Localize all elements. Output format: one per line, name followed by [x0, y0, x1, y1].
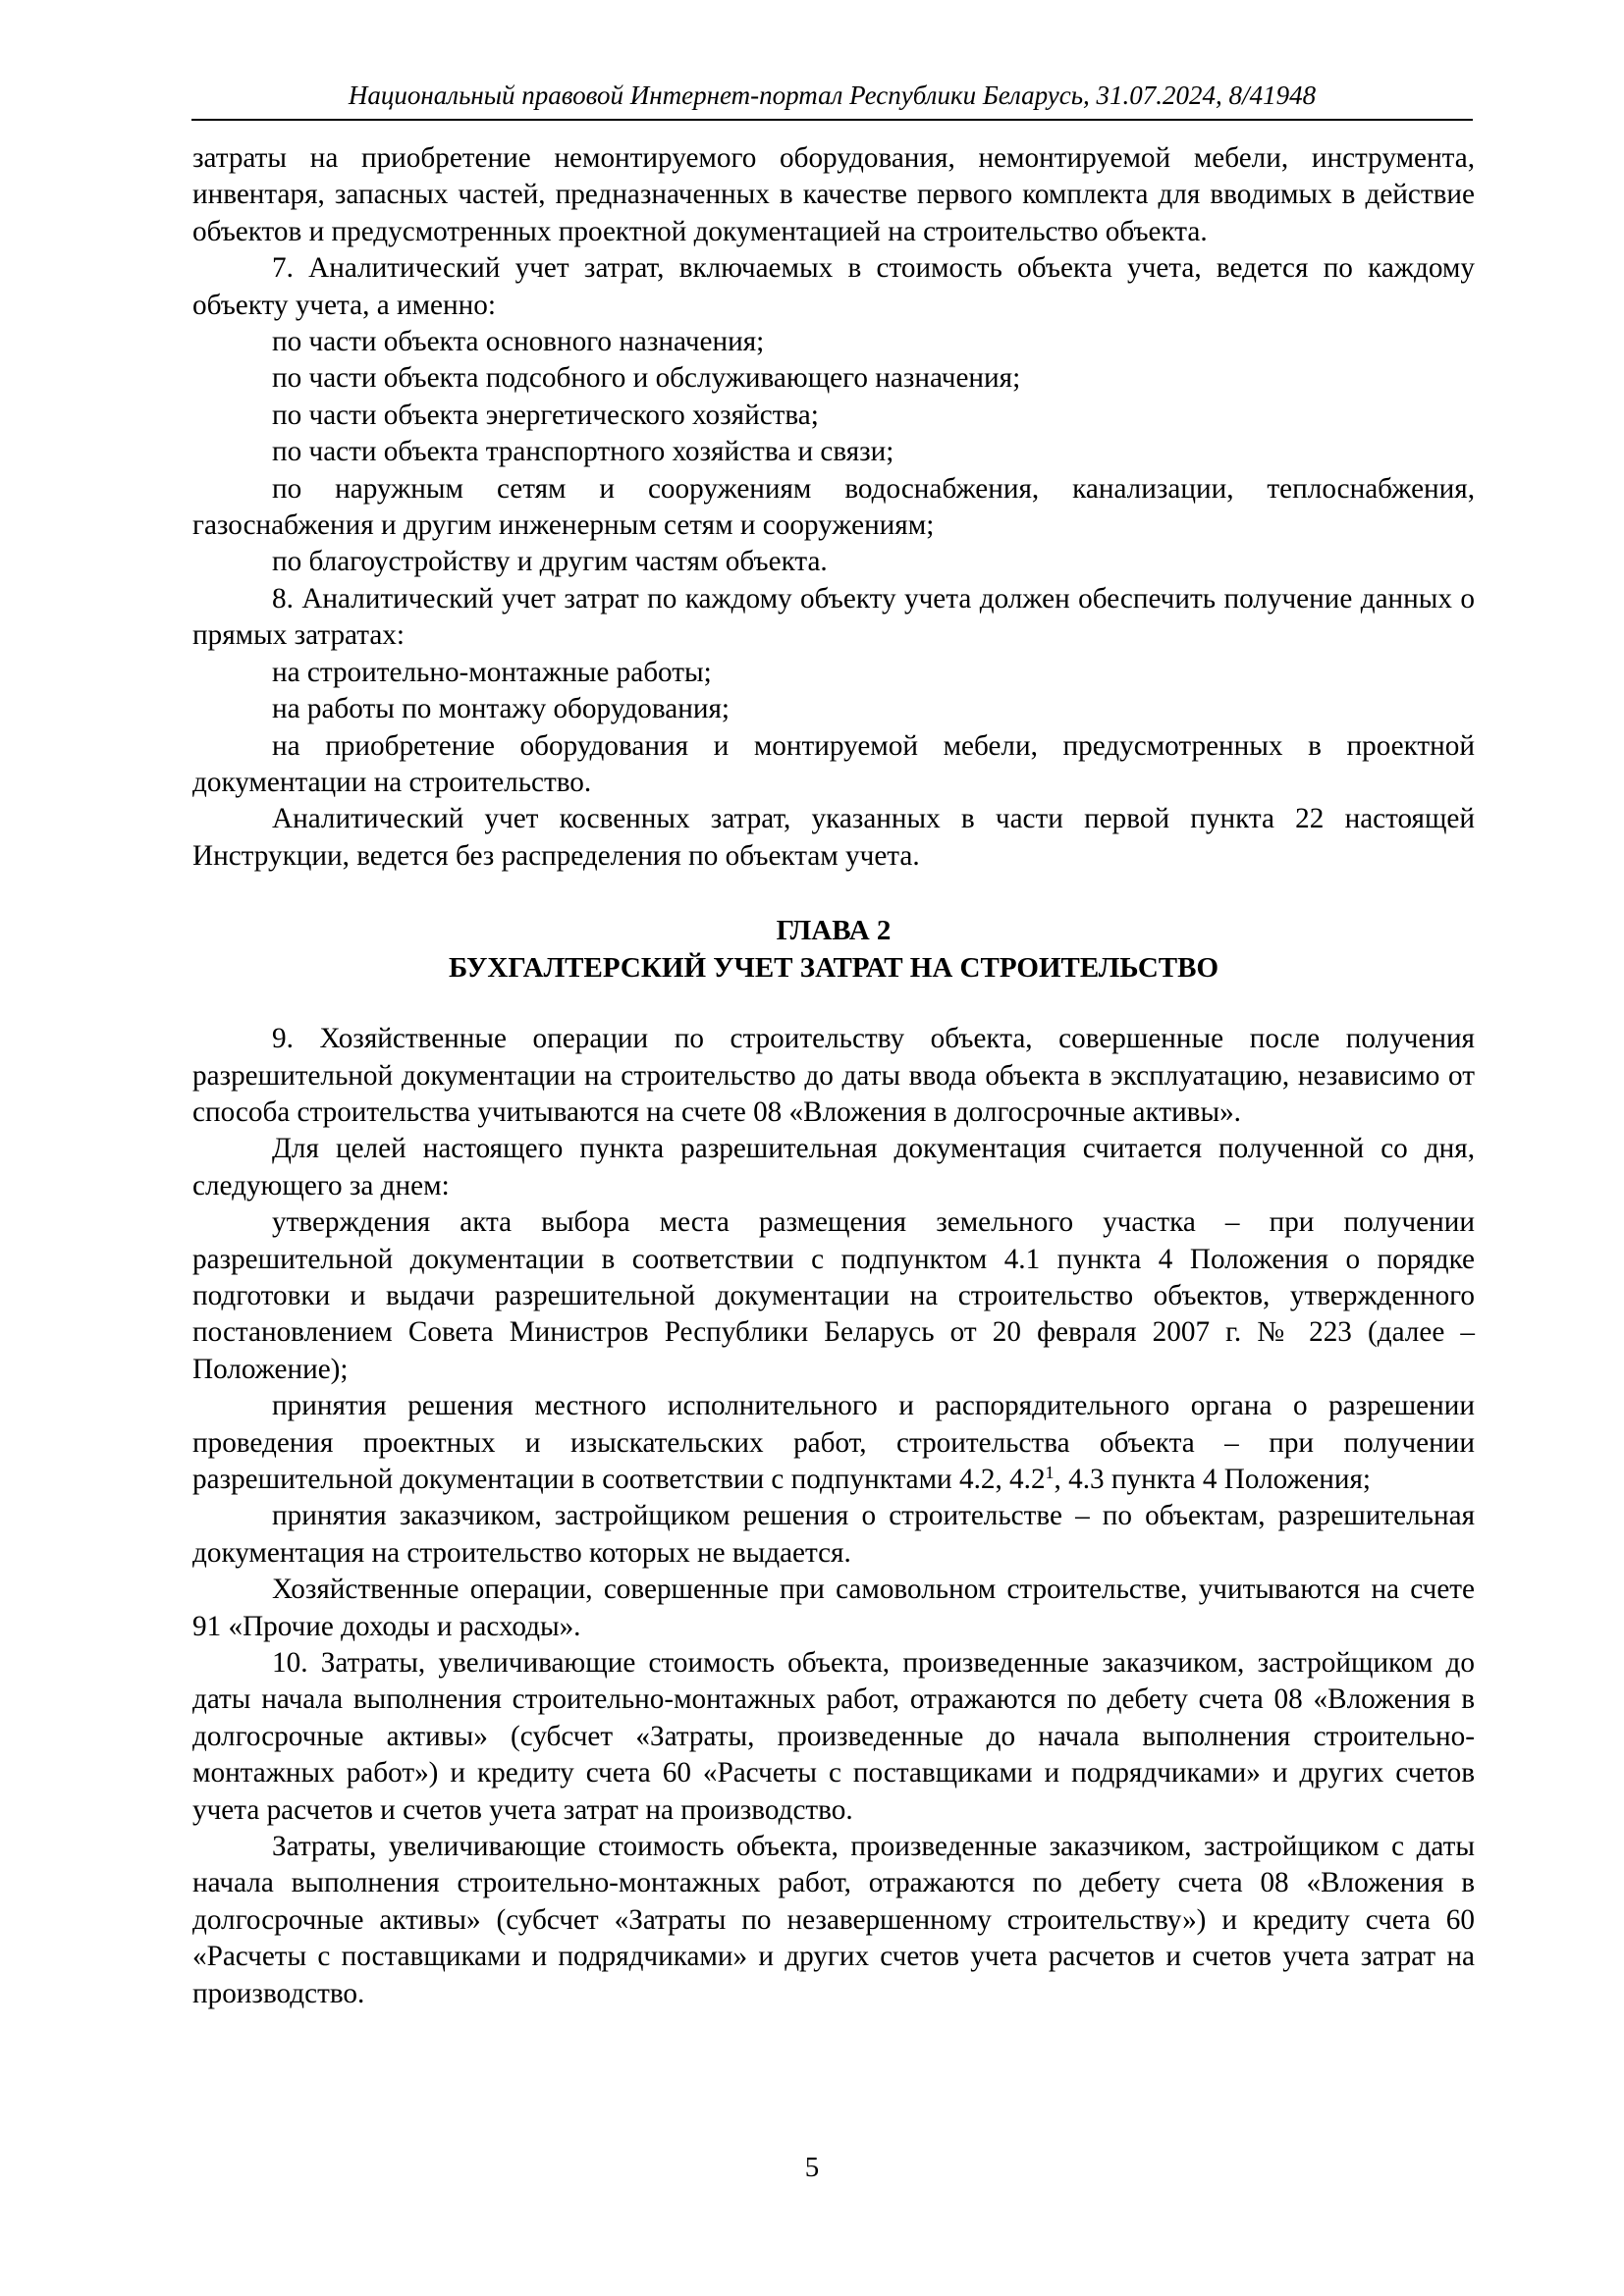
list-item: на строительно-монтажные работы;: [272, 656, 712, 688]
chapter-title: БУХГАЛТЕРСКИЙ УЧЕТ ЗАТРАТ НА СТРОИТЕЛЬСТВО: [448, 952, 1219, 985]
paragraph: утверждения акта выбора места размещения земельного участка – при получении разрешительной документации в соответствии с подпунктом 4.1 пункта 4 Положения о порядке подготовки и выдачи разрешительной документации на строительство объектов, утвержденного постановлением Совета Министров Республики Беларусь от 20 февраля 2007 г. № 223 (далее – Положение);: [192, 1206, 1475, 1385]
list-item: по части объекта энергетического хозяйства;: [272, 399, 819, 431]
list-item: по части объекта подсобного и обслуживающего назначения;: [272, 362, 1021, 395]
list-item: на работы по монтажу оборудования;: [272, 693, 731, 725]
chapter-heading: [192, 912, 1475, 987]
paragraph-text: , 4.3 пункта 4 Положения;: [1054, 1464, 1372, 1495]
list-item: по части объекта основного назначения;: [272, 326, 765, 358]
paragraph: Хозяйственные операции, совершенные при самовольном строительстве, учитываются на счете 91 «Прочие доходы и расходы».: [192, 1574, 1475, 1642]
chapter-number: ГЛАВА 2: [776, 915, 892, 947]
superscript: 1: [1045, 1463, 1055, 1482]
document-body: [192, 140, 1475, 2012]
paragraph: Затраты, увеличивающие стоимость объекта, произведенные заказчиком, застройщиком с даты начала выполнения строительно-монтажных работ, отражаются по дебету счета 08 «Вложения в долгосрочные активы» (субсчет «Затраты по незавершенному строительству») и кредиту счета 60 «Расчеты с поставщиками и подрядчиками» и других счетов учета расчетов и счетов учета затрат на производство.: [192, 1831, 1475, 2009]
paragraph: 9. Хозяйственные операции по строительству объекта, совершенные после получения разрешительной документации на строительство до даты ввода объекта в эксплуатацию, независимо от способа строительства учитываются на счете 08 «Вложения в долгосрочные активы».: [192, 1023, 1475, 1128]
page-header: Национальный правовой Интернет-портал Республики Беларусь, 31.07.2024, 8/41948: [191, 80, 1473, 121]
paragraph: Аналитический учет косвенных затрат, указанных в части первой пункта 22 настоящей Инструкции, ведется без распределения по объектам учета.: [192, 803, 1475, 872]
paragraph: Для целей настоящего пункта разрешительная документация считается полученной со дня, следующего за днем:: [192, 1133, 1475, 1201]
paragraph: принятия заказчиком, застройщиком решения о строительстве – по объектам, разрешительная документация на строительство которых не выдается.: [192, 1500, 1475, 1569]
list-item: по наружным сетям и сооружениям водоснабжения, канализации, теплоснабжения, газоснабжения и другим инженерным сетям и сооружениям;: [192, 472, 1475, 542]
page-number: 5: [804, 2152, 820, 2183]
paragraph: 8. Аналитический учет затрат по каждому объекту учета должен обеспечить получение данных о прямых затратах:: [192, 582, 1475, 652]
paragraph-text: принятия решения местного исполнительного и распорядительного органа о разрешении проведения проектных и изыскательских работ, строительства объекта – при получении разрешительной документации в соответствии с подпунктами 4.2, 4.2: [192, 1390, 1475, 1495]
paragraph: [192, 1388, 1475, 1498]
list-item: на приобретение оборудования и монтируемой мебели, предусмотренных в проектной документации на строительство.: [192, 729, 1475, 798]
paragraph: 10. Затраты, увеличивающие стоимость объекта, произведенные заказчиком, застройщиком до даты начала выполнения строительно-монтажных работ, отражаются по дебету счета 08 «Вложения в долгосрочные активы» (субсчет «Затраты, произведенные до начала выполнения строительно-монтажных работ») и кредиту счета 60 «Расчеты с поставщиками и подрядчиками» и других счетов учета расчетов и счетов учета затрат на производство.: [192, 1647, 1475, 1826]
paragraph: 7. Аналитический учет затрат, включаемых в стоимость объекта учета, ведется по каждому объекту учета, а именно:: [192, 252, 1475, 321]
list-item: по части объекта транспортного хозяйства и связи;: [272, 436, 894, 468]
paragraph: затраты на приобретение немонтируемого оборудования, немонтируемой мебели, инструмента, инвентаря, запасных частей, предназначенных в качестве первого комплекта для вводимых в действие объектов и предусмотренных проектной документацией на строительство объекта.: [192, 142, 1475, 247]
list-item: по благоустройству и другим частям объекта.: [272, 546, 828, 578]
